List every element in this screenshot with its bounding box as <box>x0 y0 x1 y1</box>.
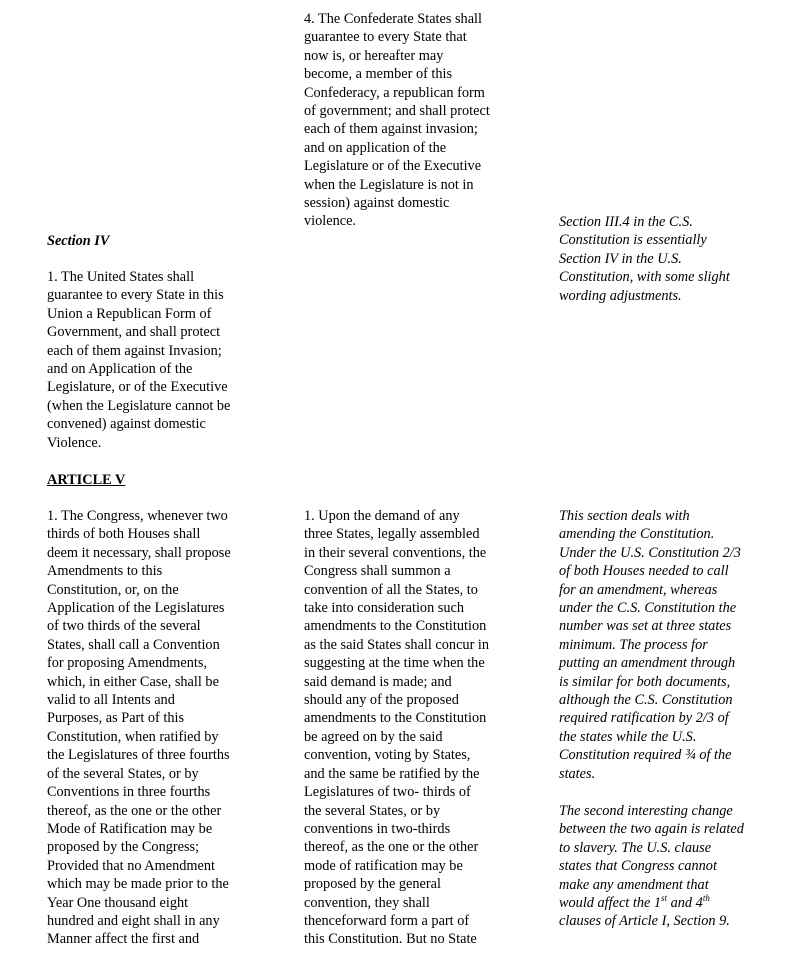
commentary-slavery-text: The second interesting change between the two again is related to slavery. The U.S. clause states that Congress cannot make any amendment that would affect the 1 <box>559 803 744 912</box>
superscript-th: th <box>702 893 710 904</box>
commentary-article-5-slavery <box>559 802 789 931</box>
superscript-st: st <box>661 893 668 904</box>
commentary-section-3-4: Section III.4 in the C.S. Constitution is essentially Section IV in the U.S. Constitution, with some slight wording adjustments. <box>559 214 730 304</box>
cs-article-5-clause-1: 1. Upon the demand of any three States, legally assembled in their several conventions, the Congress shall summon a convention of all the States, to take into consideration such amendments to the Constitution as the said States shall concur in suggesting at the time when the said demand is made; and should any of the proposed amendments to the Constitution be agreed on by the said convention, voting by States, and the same be ratified by the Legislatures of two- thirds of the several States, or by conventions in two-thirds thereof, as the one or the other mode of ratification may be proposed by the general convention, they shall thenceforward form a part of this Constitution. But no State <box>304 508 490 948</box>
cs-section-3-clause-4: 4. The Confederate States shall guarantee to every State that now is, or hereafter may become, a member of this Confederacy, a republican form of government; and shall protect each of them against invasion; and on application of the Legislature or of the Executive when the Legislature is not in session) against domestic violence. <box>304 11 490 230</box>
us-section-4-clause-1: 1. The United States shall guarantee to every State in this Union a Republican Form of Government, and shall protect each of them against Invasion; and on Application of the Legislature, or of the Executive (when the Legislature cannot be convened) against domestic Violence. <box>47 269 231 451</box>
commentary-slavery-end: clauses of Article I, Section 9. <box>559 913 730 930</box>
us-section-4-heading: Section IV <box>47 233 110 249</box>
us-article-5-clause-1: 1. The Congress, whenever two thirds of both Houses shall deem it necessary, shall propose Amendments to this Constitution, or, on the Application of the Legislatures of two thirds of the several States, shall call a Convention for proposing Amendments, which, in either Case, shall be valid to all Intents and Purposes, as Part of this Constitution, when ratified by the Legislatures of three fourths of the several States, or by Conventions in three fourths thereof, as the one or the other Mode of Ratification may be proposed by the Congress; Provided that no Amendment which may be made prior to the Year One thousand eight hundred and eight shall in any Manner affect the first and <box>47 508 231 948</box>
commentary-article-5-amendments: This section deals with amending the Constitution. Under the U.S. Constitution 2/3 of both Houses needed to call for an amendment, whereas under the C.S. Constitution the number was set at three states minimum. The process for putting an amendment through is similar for both documents, although the C.S. Constitution required ratification by 2/3 of the states while the U.S. Constitution required ¾ of the states. <box>559 508 741 782</box>
article-5-heading: ARTICLE V <box>47 472 126 488</box>
commentary-slavery-mid: and 4 <box>667 895 703 912</box>
